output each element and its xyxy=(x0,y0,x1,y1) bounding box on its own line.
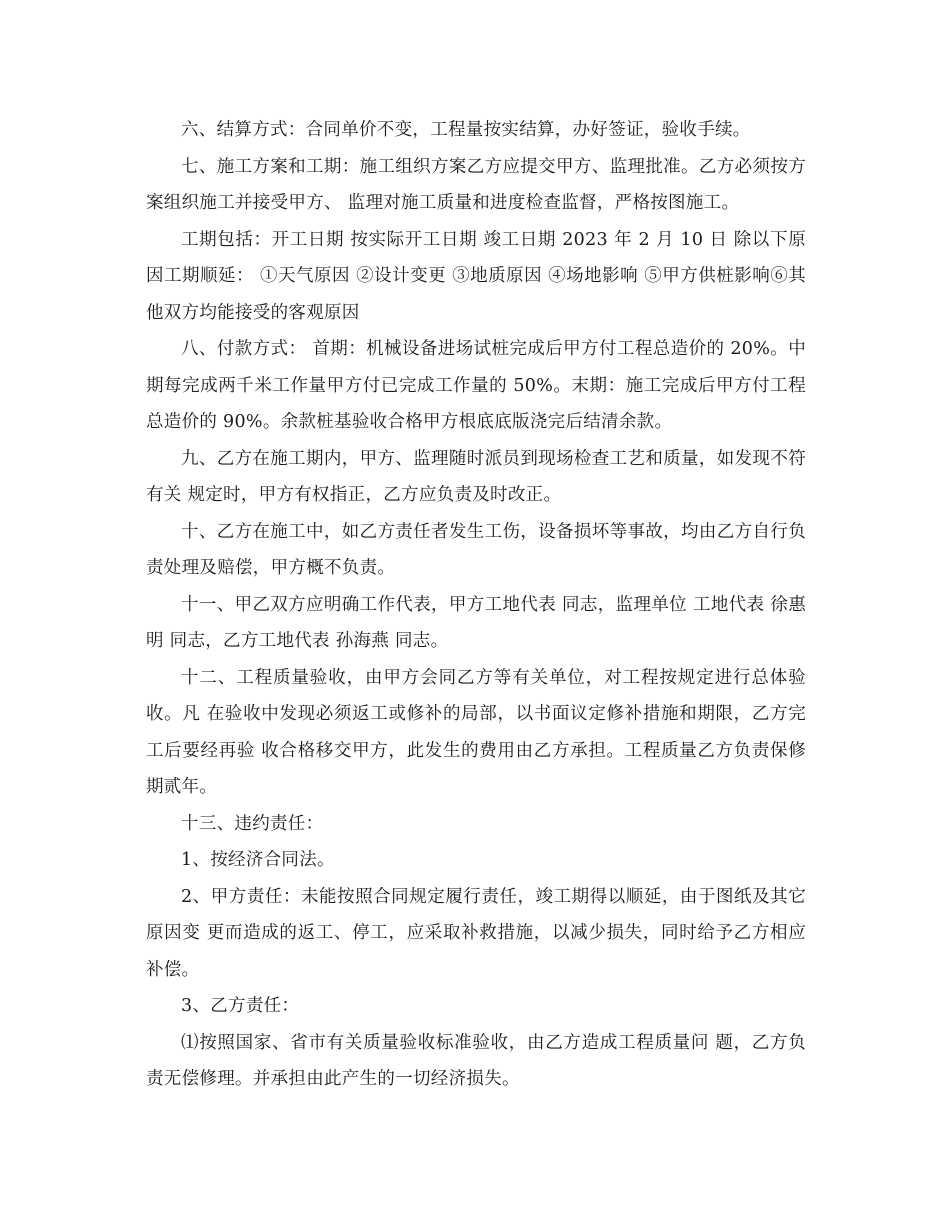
paragraph-accidents: 十、乙方在施工中，如乙方责任者发生工伤，设备损坏等事故，均由乙方自行负责处理及赔偿，甲方概不负责。 xyxy=(146,521,806,578)
paragraph-breach-item-3-1: ⑴按照国家、省市有关质量验收标准验收，由乙方造成工程质量问 题，乙方负责无偿修理。并承担由此产生的一切经济损失。 xyxy=(146,1032,806,1089)
document-page xyxy=(146,112,806,1098)
paragraph-representatives: 十一、甲乙双方应明确工作代表，甲方工地代表 同志，监理单位 工地代表 徐惠明 同志，乙方工地代表 孙海燕 同志。 xyxy=(146,594,806,651)
paragraph-breach-item-1: 1、按经济合同法。 xyxy=(181,850,335,870)
paragraph-quality-acceptance: 十二、工程质量验收，由甲方会同乙方等有关单位，对工程按规定进行总体验收。凡 在验收中发现必须返工或修补的局部，以书面议定修补措施和期限，乙方完工后要经再验 收合格移交甲方，此发生的费用由乙方承担。工程质量乙方负责保修期贰年。 xyxy=(146,667,806,797)
paragraph-construction-plan: 七、施工方案和工期：施工组织方案乙方应提交甲方、监理批准。乙方必须按方案组织施工并接受甲方、 监理对施工质量和进度检查监督，严格按图施工。 xyxy=(146,156,806,213)
paragraph-schedule: 工期包括：开工日期 按实际开工日期 竣工日期 2023 年 2 月 10 日 除以下原因工期顺延： ①天气原因 ②设计变更 ③地质原因 ④场地影响 ⑤甲方供桩影响⑥其他双方均能接受的客观原因 xyxy=(146,229,806,323)
paragraph-inspection: 九、乙方在施工期内，甲方、监理随时派员到现场检查工艺和质量，如发现不符有关 规定时，甲方有权指正，乙方应负责及时改正。 xyxy=(146,448,806,505)
paragraph-breach-item-2: 2、甲方责任：未能按照合同规定履行责任，竣工期得以顺延，由于图纸及其它原因变 更而造成的返工、停工，应采取补救措施，以减少损失，同时给予乙方相应补偿。 xyxy=(146,886,806,980)
paragraph-payment: 八、付款方式： 首期：机械设备进场试桩完成后甲方付工程总造价的 20%。中期每完成两千米工作量甲方付已完成工作量的 50%。末期：施工完成后甲方付工程总造价的 90%。余款桩基验收合格甲方根底底版浇完后结清余款。 xyxy=(146,339,806,432)
paragraph-breach-heading: 十三、违约责任： xyxy=(181,813,324,834)
paragraph-breach-item-3: 3、乙方责任： xyxy=(181,996,300,1016)
paragraph-settlement: 六、结算方式：合同单价不变，工程量按实结算，办好签证，验收手续。 xyxy=(181,120,751,140)
